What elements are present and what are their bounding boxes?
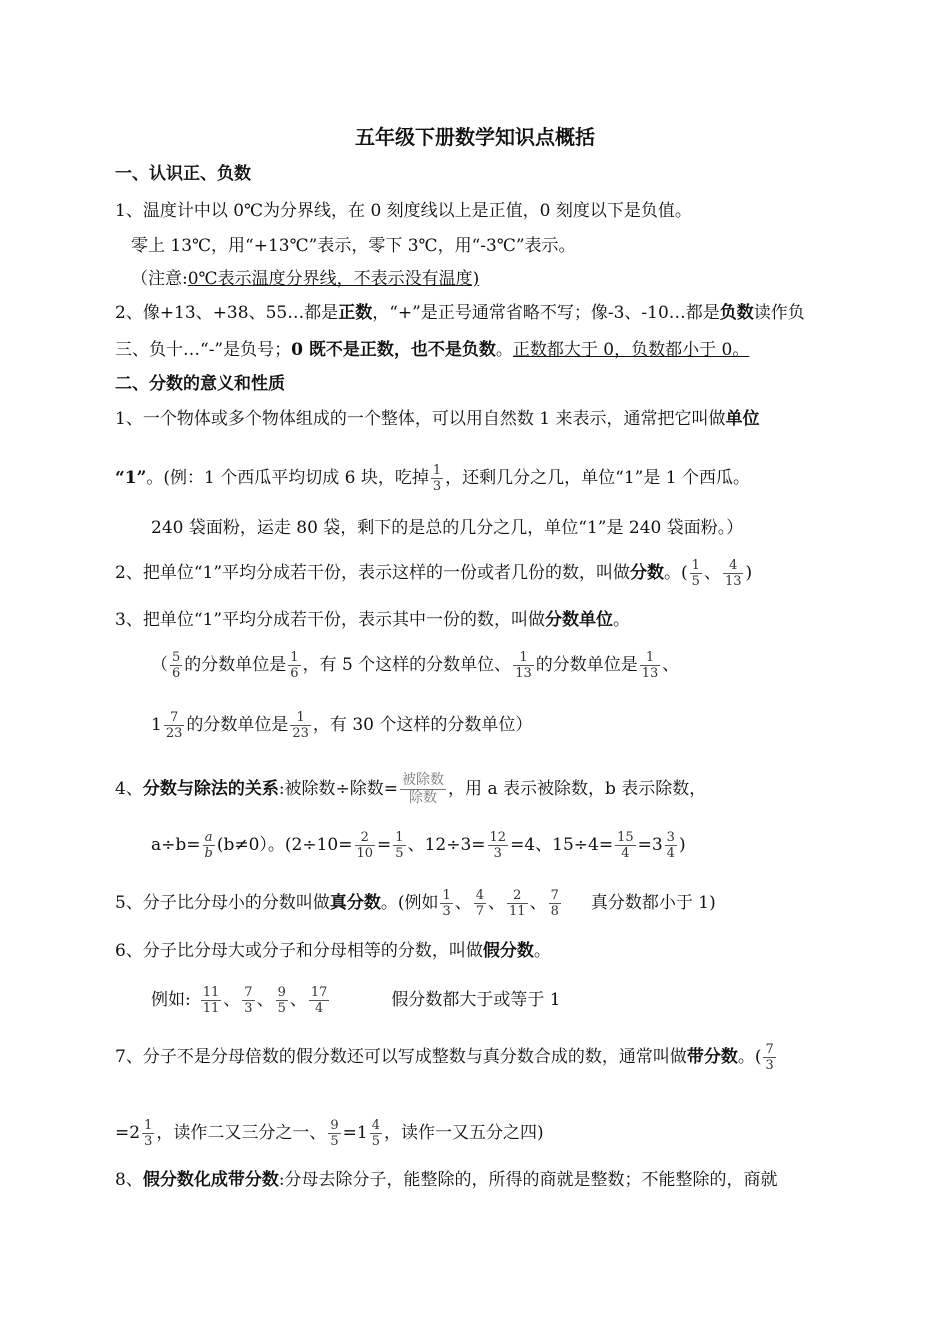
bold-text: 假分数 — [482, 941, 534, 961]
numerator: 1 — [290, 710, 311, 726]
fraction — [513, 650, 534, 681]
fraction — [549, 888, 561, 919]
text: 。( — [664, 563, 688, 583]
denominator: 4 — [314, 1001, 324, 1016]
numerator: 9 — [330, 1118, 339, 1133]
text: （ — [151, 655, 168, 675]
fraction — [400, 772, 446, 807]
text: =2 — [115, 1123, 141, 1143]
underlined-text: 0℃表示温度分界线，不表示没有温度) — [187, 269, 480, 289]
paragraph — [151, 650, 679, 681]
denominator: 5 — [330, 1134, 339, 1149]
fraction — [242, 985, 254, 1016]
numerator: 1 — [290, 650, 299, 665]
text: 读作负 — [753, 303, 805, 323]
numerator: 1 — [432, 463, 442, 478]
numerator: a — [203, 830, 215, 846]
bold-text: 分数单位 — [545, 610, 614, 630]
fraction — [290, 710, 311, 741]
denominator: 23 — [165, 726, 183, 741]
denominator: 13 — [724, 574, 742, 589]
text: 。(例如 — [380, 893, 439, 913]
text: 4、 — [115, 779, 143, 799]
denominator: 3 — [144, 1134, 153, 1149]
text: 、 — [703, 563, 721, 583]
bold-text: 负数 — [719, 303, 754, 323]
numerator: 被除数 — [402, 772, 445, 788]
text: =4、15÷4= — [510, 835, 614, 855]
bold-text: “1” — [115, 468, 147, 488]
denominator: 3 — [493, 846, 502, 861]
text: (b≠0）。(2÷10= — [216, 835, 353, 855]
numerator: 7 — [244, 985, 253, 1000]
text: ，有 30 个这样的分数单位） — [312, 715, 533, 735]
fraction — [370, 1118, 382, 1149]
paragraph — [115, 1118, 544, 1149]
fraction — [440, 888, 452, 919]
text: 5、分子比分母小的分数叫做 — [115, 893, 330, 913]
fraction — [507, 888, 528, 919]
text: 、12÷3= — [407, 835, 486, 855]
text: ，有 5 个这样的分数单位、 — [302, 655, 512, 675]
paragraph — [115, 463, 750, 494]
fraction — [488, 830, 509, 861]
numerator: 4 — [723, 558, 744, 574]
denominator: 11 — [202, 1001, 220, 1016]
numerator: 3 — [666, 830, 675, 845]
paragraph: 240 袋面粉，运走 80 袋，剩下的是总的几分之几，单位“1”是 240 袋面粉。） — [151, 518, 744, 538]
numerator: 17 — [310, 985, 328, 1000]
fraction — [431, 463, 443, 494]
denominator: 3 — [765, 1058, 774, 1073]
text: 例如: — [151, 990, 191, 1010]
denominator: 6 — [172, 666, 181, 681]
text: 1 — [151, 715, 162, 735]
text: =3 — [637, 835, 663, 855]
numerator: 2 — [507, 888, 528, 904]
denominator: 4 — [666, 846, 675, 861]
numerator: 1 — [395, 830, 404, 845]
denominator: 13 — [641, 666, 659, 681]
section-heading: 二、分数的意义和性质 — [115, 374, 285, 394]
fraction — [142, 1118, 154, 1149]
denominator: 11 — [509, 904, 526, 919]
paragraph — [115, 888, 716, 919]
separator: 、 — [454, 893, 472, 913]
numerator: 9 — [277, 985, 286, 1000]
fraction — [763, 1042, 775, 1073]
paragraph — [151, 985, 561, 1016]
fraction — [723, 558, 744, 589]
text: 6、分子比分母大或分子和分母相等的分数，叫做 — [115, 941, 483, 961]
text: 假分数都大于或等于 1 — [391, 990, 561, 1010]
fraction — [288, 650, 300, 681]
fraction — [640, 650, 661, 681]
section-heading: 一、认识正、负数 — [115, 164, 251, 184]
numerator: 1 — [442, 888, 451, 903]
text: 的分数单位是 — [186, 715, 289, 735]
denominator: 3 — [244, 1001, 253, 1016]
fraction — [690, 558, 702, 589]
text: 3、把单位“1”平均分成若干份，表示其中一份的数，叫做 — [115, 610, 546, 630]
text: 。(例：1 个西瓜平均切成 6 块，吃掉 — [146, 468, 429, 488]
denominator: 13 — [515, 666, 532, 681]
numerator: 15 — [617, 830, 634, 845]
numerator: 7 — [550, 888, 559, 903]
separator: 、 — [488, 893, 506, 913]
fraction — [615, 830, 636, 861]
denominator: 23 — [292, 726, 309, 741]
text: 。 — [533, 941, 551, 961]
bold-text: 正数 — [338, 303, 373, 323]
text: 2、像+13、+38、55…都是 — [115, 303, 339, 323]
denominator: 5 — [277, 1001, 286, 1016]
fraction — [170, 650, 182, 681]
text: 8、 — [115, 1170, 143, 1190]
text: :分母去除分子，能整除的，所得的商就是整数；不能整除的，商就 — [278, 1170, 778, 1190]
denominator: 3 — [432, 479, 442, 494]
text: （注意: — [131, 269, 188, 289]
denominator: 3 — [442, 904, 451, 919]
text: ) — [678, 835, 686, 855]
underlined-text: 正数都大于 0，负数都小于 0。 — [512, 340, 750, 360]
text: ，还剩几分之几，单位“1”是 1 个西瓜。 — [445, 468, 750, 488]
text: 7、分子不是分母倍数的假分数还可以写成整数与真分数合成的数，通常叫做 — [115, 1047, 687, 1067]
denominator: 5 — [395, 846, 404, 861]
separator: 、 — [529, 893, 547, 913]
paragraph — [115, 772, 706, 807]
paragraph — [115, 406, 759, 432]
text: ) — [745, 563, 753, 583]
denominator: 5 — [371, 1134, 380, 1149]
separator: 、 — [256, 990, 274, 1010]
denominator: 7 — [475, 904, 485, 919]
separator: 、 — [223, 990, 241, 1010]
fraction — [164, 710, 185, 741]
text: 1、一个物体或多个物体组成的一个整体，可以用自然数 1 来表示，通常把它叫做 — [115, 409, 726, 429]
text: :被除数÷除数= — [278, 779, 399, 799]
text: 真分数都小于 1) — [590, 893, 716, 913]
numerator: 4 — [371, 1118, 380, 1133]
text: 。 — [495, 340, 513, 360]
paragraph — [115, 337, 749, 363]
numerator: 1 — [513, 650, 534, 666]
fraction — [201, 985, 222, 1016]
text: ，“+”是正号通常省略不写；像-3、-10…都是 — [372, 303, 720, 323]
denominator: 6 — [290, 666, 299, 681]
separator: 、 — [289, 990, 307, 1010]
text: 三、负十…“-”是负号； — [115, 340, 292, 360]
fraction — [203, 830, 215, 861]
text: ，读作二又三分之一、 — [156, 1123, 327, 1143]
paragraph — [115, 300, 805, 326]
bold-text: 带分数 — [686, 1047, 738, 1067]
fraction — [276, 985, 288, 1016]
fraction — [474, 888, 486, 919]
paragraph — [115, 607, 630, 633]
bold-text: 真分数 — [329, 893, 381, 913]
text: = — [377, 835, 392, 855]
fraction — [328, 1118, 340, 1149]
text: a÷b= — [151, 835, 201, 855]
text: =1 — [342, 1123, 368, 1143]
note — [131, 266, 479, 292]
fraction — [393, 830, 405, 861]
bold-text: 假分数化成带分数 — [142, 1170, 279, 1190]
denominator: 5 — [691, 574, 700, 589]
text: ，读作一又五分之四) — [383, 1123, 544, 1143]
denominator: 4 — [621, 846, 630, 861]
text: 的分数单位是 — [535, 655, 638, 675]
denominator: 8 — [550, 904, 559, 919]
text: 2、把单位“1”平均分成若干份，表示这样的一份或者几份的数，叫做 — [115, 563, 631, 583]
numerator: 1 — [144, 1118, 153, 1133]
denominator: 10 — [356, 846, 374, 861]
text: 的分数单位是 — [184, 655, 287, 675]
text: 。 — [613, 610, 631, 630]
numerator: 7 — [164, 710, 185, 726]
bold-text: 单位 — [725, 409, 760, 429]
fraction — [309, 985, 330, 1016]
bold-text: 分数与除法的关系 — [142, 779, 279, 799]
paragraph — [151, 710, 532, 741]
paragraph — [115, 938, 551, 964]
paragraph — [151, 830, 686, 861]
paragraph — [115, 558, 752, 589]
page-title: 五年级下册数学知识点概括 — [355, 125, 595, 149]
denominator: b — [204, 846, 213, 861]
paragraph: 零上 13℃，用“+13℃”表示，零下 3℃，用“-3℃”表示。 — [131, 236, 576, 256]
numerator: 11 — [202, 985, 220, 1000]
fraction — [665, 830, 677, 861]
numerator: 4 — [475, 888, 485, 903]
numerator: 1 — [691, 558, 700, 573]
numerator: 12 — [489, 830, 507, 845]
numerator: 1 — [640, 650, 661, 666]
text: 、 — [662, 655, 680, 675]
denominator: 除数 — [409, 790, 438, 806]
paragraph — [115, 1167, 778, 1193]
numerator: 2 — [355, 830, 376, 846]
text: 。( — [737, 1047, 762, 1067]
bold-text: 分数 — [630, 563, 665, 583]
bold-text: 0 既不是正数，也不是负数 — [291, 340, 496, 360]
text: ，用 a 表示被除数，b 表示除数， — [448, 779, 707, 799]
paragraph — [115, 1042, 778, 1073]
fraction — [355, 830, 376, 861]
numerator: 5 — [172, 650, 181, 665]
numerator: 7 — [765, 1042, 774, 1057]
paragraph: 1、温度计中以 0℃为分界线，在 0 刻度线以上是正值，0 刻度以下是负值。 — [115, 201, 692, 221]
